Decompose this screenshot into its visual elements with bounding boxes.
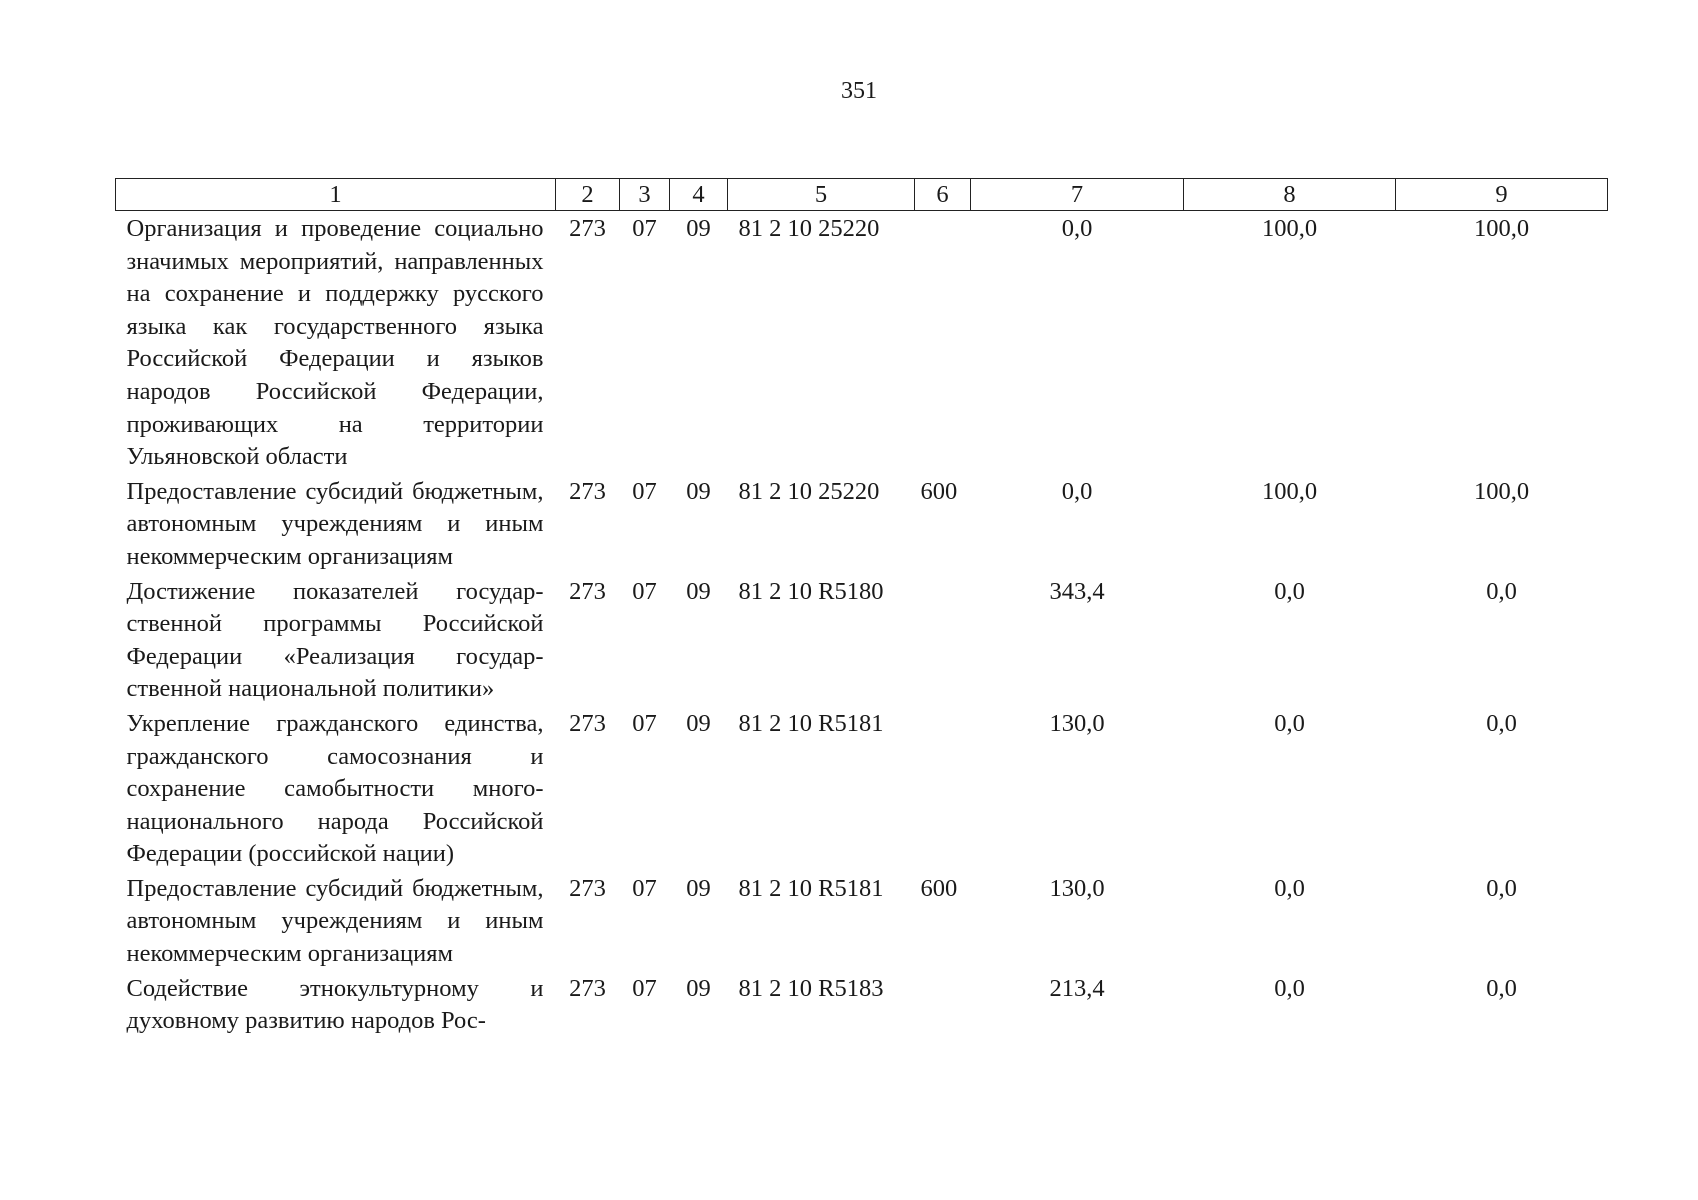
column-header-4: 4 (670, 179, 728, 211)
cell-col7: 0,0 (1061, 215, 1093, 242)
cell-col2: 273 (569, 874, 606, 902)
cell-col5: 81 2 10 R5181 (738, 874, 884, 902)
cell-col3: 07 (632, 477, 657, 505)
cell-col7: 343,4 (1049, 577, 1105, 605)
cell-col2: 273 (569, 477, 606, 505)
cell-col3: 07 (632, 974, 657, 1002)
cell-col4: 09 (686, 974, 711, 1002)
cell-col7: 130,0 (1049, 709, 1105, 737)
cell-col6: 600 (920, 477, 958, 505)
cell-col6 (915, 211, 971, 474)
cell-col8: 0,0 (1274, 577, 1305, 605)
cell-col6 (915, 971, 971, 1038)
cell-col8: 100,0 (1261, 215, 1318, 242)
cell-col8: 100,0 (1261, 477, 1318, 505)
cell-col5: 81 2 10 25220 (738, 215, 880, 242)
cell-col4: 09 (686, 577, 711, 605)
row-description: Предоставление субсидий бюджетным, автономным учреждениям и иным некоммерческим организациям (126, 477, 544, 570)
cell-col7: 130,0 (1049, 874, 1105, 902)
column-header-9: 9 (1396, 179, 1608, 211)
table-row (116, 574, 1608, 706)
cell-col9: 0,0 (1486, 709, 1517, 737)
table-row (116, 706, 1608, 871)
cell-col3: 07 (632, 709, 657, 737)
cell-col7: 213,4 (1049, 974, 1105, 1002)
cell-col5: 81 2 10 R5180 (738, 577, 884, 605)
page-number: 351 (841, 78, 877, 104)
row-description: Организация и проведение социально значимых мероприятий, направленных на сохранение и поддержку русского языка как государственного языка Российской Федерации и языков народов Российской Федерации, проживающих на территории Ульяновской области (126, 215, 544, 471)
cell-col4: 09 (686, 709, 711, 737)
cell-col4: 09 (686, 215, 711, 242)
cell-col5: 81 2 10 25220 (738, 477, 880, 505)
column-header-2: 2 (556, 179, 620, 211)
cell-col9: 100,0 (1473, 477, 1530, 505)
cell-col2: 273 (569, 215, 606, 242)
table-row (116, 871, 1608, 971)
cell-col2: 273 (569, 974, 606, 1002)
column-header-8: 8 (1184, 179, 1396, 211)
cell-col2: 273 (569, 709, 606, 737)
row-description: Укрепление гражданского единства, гражданского самосознания и сохранение самобытности многонационального народа Российской Федерации (российской нации) (126, 709, 544, 868)
column-header-1: 1 (116, 179, 556, 211)
cell-col9: 0,0 (1486, 974, 1517, 1002)
cell-col8: 0,0 (1274, 709, 1305, 737)
cell-col4: 09 (686, 477, 711, 505)
cell-col8: 0,0 (1274, 874, 1305, 902)
cell-col6 (915, 574, 971, 706)
table-row (116, 211, 1608, 474)
column-header-5: 5 (728, 179, 915, 211)
cell-col8: 0,0 (1274, 974, 1305, 1002)
cell-col3: 07 (632, 577, 657, 605)
row-description: Содействие этнокультурному и духовному развитию народов Рос- (126, 974, 544, 1035)
table-row (116, 971, 1608, 1038)
cell-col6: 600 (920, 874, 958, 902)
cell-col9: 0,0 (1486, 577, 1517, 605)
cell-col6 (915, 706, 971, 871)
cell-col3: 07 (632, 874, 657, 902)
row-description: Предоставление субсидий бюджетным, автономным учреждениям и иным некоммерческим организациям (126, 874, 544, 968)
row-description: Достижение показателей государственной программы Российской Федерации «Реализация государственной национальной политики» (126, 577, 544, 703)
column-header-3: 3 (620, 179, 670, 211)
cell-col9: 100,0 (1473, 215, 1530, 242)
cell-col5: 81 2 10 R5183 (738, 974, 884, 1002)
cell-col7: 0,0 (1061, 477, 1093, 505)
header-row (116, 179, 1608, 211)
cell-col3: 07 (632, 215, 657, 242)
cell-col4: 09 (686, 874, 711, 902)
column-header-6: 6 (915, 179, 971, 211)
cell-col5: 81 2 10 R5181 (738, 709, 884, 737)
table-row (116, 474, 1608, 574)
budget-table (115, 178, 1608, 1038)
cell-col2: 273 (569, 577, 606, 605)
cell-col9: 0,0 (1486, 874, 1517, 902)
column-header-7: 7 (971, 179, 1184, 211)
